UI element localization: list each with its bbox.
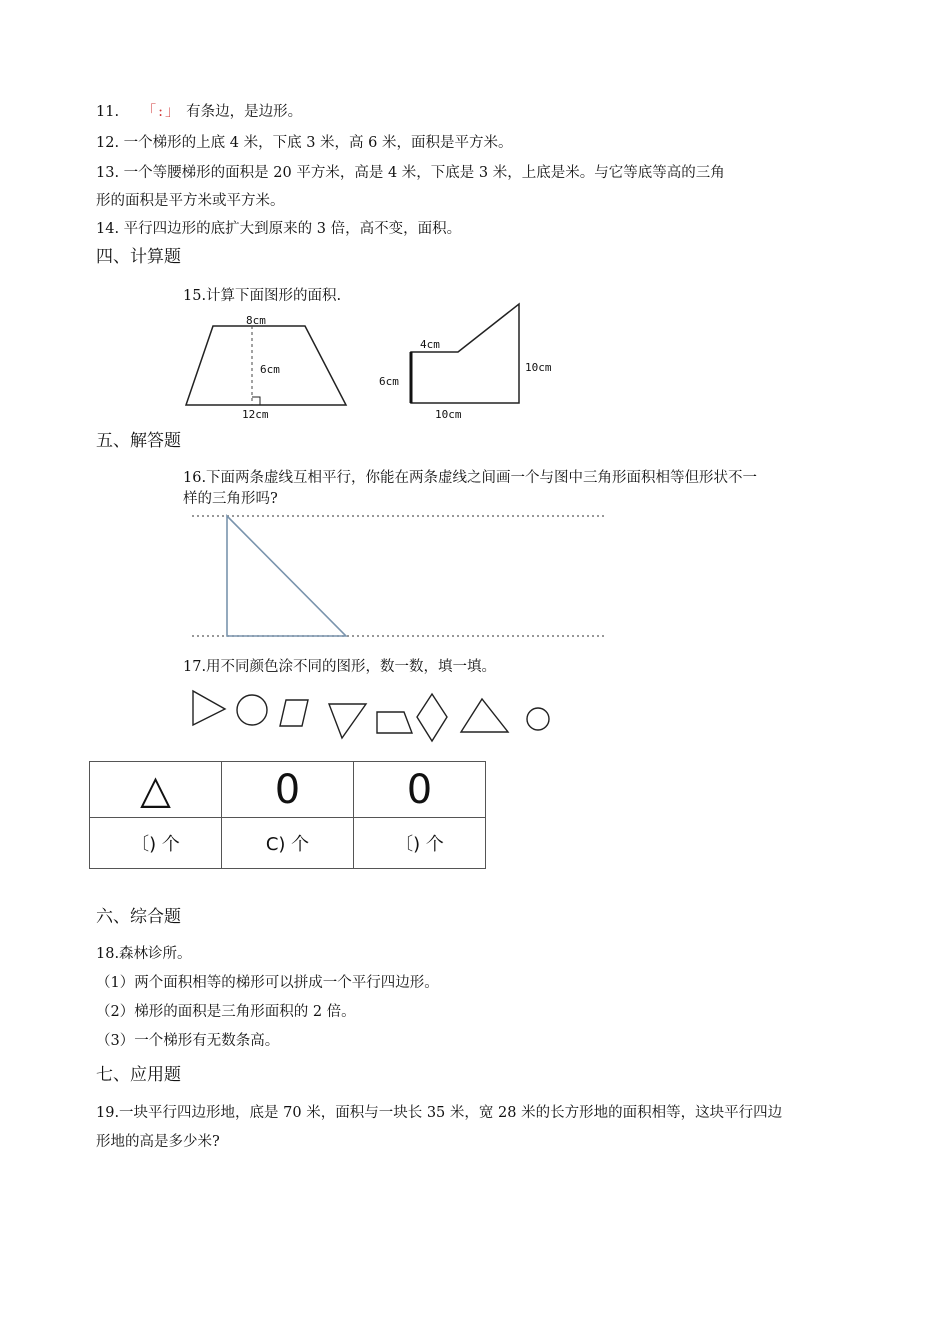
question-16-line2: 样的三角形吗? (183, 491, 278, 507)
triangle-shape-3 (461, 699, 508, 732)
rhombus-shape (417, 694, 447, 741)
question-16-line1: 16.下面两条虚线互相平行，你能在两条虚线之间画一个与图中三角形面积相等但形状不一 (183, 470, 758, 486)
right-angle-mark (252, 397, 260, 405)
question-18-title: 18.森林诊所。 (96, 946, 192, 962)
composite-bottom-label: 10cm (435, 408, 462, 421)
section-title-6: 六、综合题 (96, 907, 181, 927)
question-12: 12. 一个梯形的上底 4 米，下底 3 米，高 6 米，面积是平方米。 (96, 135, 513, 151)
table-count-1: 〔) 个 (90, 818, 222, 869)
composite-left-label: 6cm (379, 375, 399, 388)
shape-count-table (89, 761, 486, 869)
trapezoid-figure (180, 312, 355, 422)
composite-top-label: 4cm (420, 338, 440, 351)
question-19-line2: 形地的高是多少米? (96, 1134, 220, 1150)
trapezoid-bottom-label: 12cm (242, 408, 269, 421)
table-count-3: 〔) 个 (354, 818, 486, 869)
question-14: 14. 平行四边形的底扩大到原来的 3 倍，高不变，面积。 (96, 221, 462, 237)
question-11-number: 11. (96, 104, 120, 120)
question-18-item-1: （1）两个面积相等的梯形可以拼成一个平行四边形。 (96, 975, 439, 991)
table-symbol-circle-2: 0 (354, 762, 486, 818)
trapezoid-shape-small (377, 712, 412, 733)
circle-shape-2 (527, 708, 549, 730)
triangle-shape-1 (193, 691, 225, 725)
composite-right-label: 10cm (525, 361, 552, 374)
question-11 (96, 100, 302, 121)
composite-shape-figure (375, 300, 565, 425)
question-18-item-3: （3）一个梯形有无数条高。 (96, 1033, 280, 1049)
circle-shape-1 (237, 695, 267, 725)
table-symbol-circle: 0 (222, 762, 354, 818)
trapezoid-height-label: 6cm (260, 363, 280, 376)
table-symbol-triangle: △ (90, 762, 222, 818)
question-11-text: 有条边，是边形。 (186, 104, 303, 120)
question-13-line1: 13. 一个等腰梯形的面积是 20 平方米，高是 4 米，下底是 3 米，上底是米。与它等底等高的三角 (96, 165, 725, 181)
trapezoid-top-label: 8cm (246, 314, 266, 327)
triangle-shape-2 (329, 704, 366, 738)
question-13-line2: 形的面积是平方米或平方米。 (96, 193, 285, 209)
answer-bracket: 「:」 (141, 104, 182, 120)
reference-triangle (227, 516, 346, 636)
section-title-7: 七、应用题 (96, 1065, 181, 1085)
table-count-2: C) 个 (222, 818, 354, 869)
question-18-item-2: （2）梯形的面积是三角形面积的 2 倍。 (96, 1004, 356, 1020)
section-title-5: 五、解答题 (96, 431, 181, 451)
composite-shape (411, 304, 519, 403)
section-title-4: 四、计算题 (96, 247, 181, 267)
question-19-line1: 19.一块平行四边形地，底是 70 米，面积与一块长 35 米，宽 28 米的长方形地的面积相等，这块平行四边 (96, 1105, 783, 1121)
question-15: 15.计算下面图形的面积. (183, 288, 342, 304)
question-17: 17.用不同颜色涂不同的图形，数一数，填一填。 (183, 659, 497, 675)
parallel-lines-figure (190, 510, 610, 645)
parallelogram-shape-1 (280, 700, 308, 726)
shapes-row-figure (185, 683, 565, 748)
